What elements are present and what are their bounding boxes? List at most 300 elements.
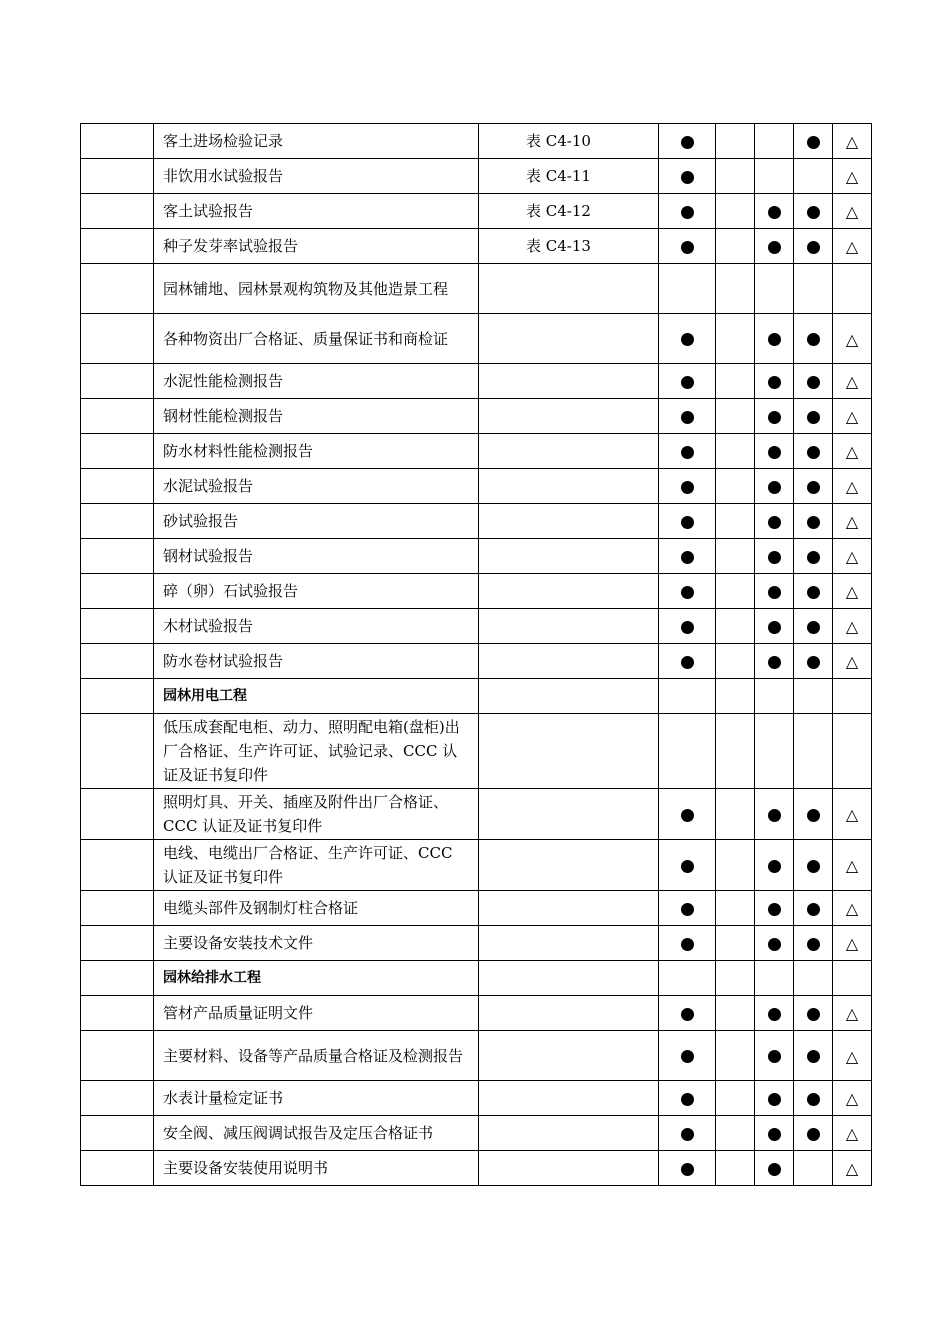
mark-cell-2: [716, 229, 755, 264]
filled-circle-icon: [807, 241, 820, 254]
filled-circle-icon: [768, 241, 781, 254]
filled-circle-icon: [807, 411, 820, 424]
filled-circle-icon: [768, 1128, 781, 1141]
form-code: [479, 1031, 659, 1081]
mark-cell-1: [659, 926, 716, 961]
mark-cell-2: [716, 1116, 755, 1151]
filled-circle-icon: [681, 1050, 694, 1063]
form-code: [479, 314, 659, 364]
filled-circle-icon: [681, 171, 694, 184]
mark-cell-2: [716, 504, 755, 539]
filled-circle-icon: [768, 1008, 781, 1021]
triangle-icon: △: [845, 132, 859, 151]
item-name: 照明灯具、开关、插座及附件出厂合格证、CCC 认证及证书复印件: [154, 789, 479, 840]
form-code: 表 C4-10: [479, 124, 659, 159]
mark-cell-1: [659, 229, 716, 264]
archive-checklist-table: [80, 123, 872, 1186]
mark-cell-3: [755, 840, 794, 891]
filled-circle-icon: [768, 411, 781, 424]
index-cell: [81, 996, 154, 1031]
filled-circle-icon: [681, 860, 694, 873]
mark-cell-1: [659, 1031, 716, 1081]
table-row: [81, 609, 872, 644]
mark-cell-1: [659, 891, 716, 926]
form-code: [479, 644, 659, 679]
filled-circle-icon: [768, 621, 781, 634]
filled-circle-icon: [807, 136, 820, 149]
form-code: [479, 714, 659, 789]
mark-cell-4: [794, 926, 833, 961]
mark-cell-5: [833, 1116, 872, 1151]
triangle-icon: △: [845, 805, 859, 824]
triangle-icon: △: [845, 1124, 859, 1143]
index-cell: [81, 124, 154, 159]
index-cell: [81, 714, 154, 789]
mark-cell-1: [659, 399, 716, 434]
mark-cell-1: [659, 159, 716, 194]
form-code: [479, 679, 659, 714]
mark-cell-3: [755, 124, 794, 159]
mark-cell-2: [716, 679, 755, 714]
item-name: 水表计量检定证书: [154, 1081, 479, 1116]
mark-cell-1: [659, 714, 716, 789]
table-row: [81, 229, 872, 264]
item-name: 电线、电缆出厂合格证、生产许可证、CCC 认证及证书复印件: [154, 840, 479, 891]
filled-circle-icon: [681, 376, 694, 389]
mark-cell-3: [755, 609, 794, 644]
mark-cell-5: [833, 229, 872, 264]
mark-cell-5: [833, 644, 872, 679]
mark-cell-3: [755, 194, 794, 229]
index-cell: [81, 469, 154, 504]
filled-circle-icon: [768, 516, 781, 529]
filled-circle-icon: [807, 516, 820, 529]
filled-circle-icon: [807, 586, 820, 599]
filled-circle-icon: [768, 656, 781, 669]
form-code: 表 C4-12: [479, 194, 659, 229]
mark-cell-1: [659, 504, 716, 539]
mark-cell-4: [794, 1031, 833, 1081]
filled-circle-icon: [807, 1008, 820, 1021]
mark-cell-4: [794, 679, 833, 714]
index-cell: [81, 789, 154, 840]
table-row: [81, 996, 872, 1031]
filled-circle-icon: [681, 903, 694, 916]
form-code: [479, 926, 659, 961]
item-name: 木材试验报告: [154, 609, 479, 644]
item-name: 电缆头部件及钢制灯柱合格证: [154, 891, 479, 926]
triangle-icon: △: [845, 547, 859, 566]
table-row: [81, 644, 872, 679]
item-name: 防水材料性能检测报告: [154, 434, 479, 469]
form-code: [479, 1081, 659, 1116]
table-body: [81, 124, 872, 1186]
form-code: [479, 789, 659, 840]
triangle-icon: △: [845, 617, 859, 636]
mark-cell-1: [659, 1081, 716, 1116]
mark-cell-3: [755, 1031, 794, 1081]
mark-cell-5: [833, 609, 872, 644]
mark-cell-1: [659, 264, 716, 314]
table-row: [81, 264, 872, 314]
mark-cell-2: [716, 926, 755, 961]
item-name: 水泥试验报告: [154, 469, 479, 504]
index-cell: [81, 159, 154, 194]
triangle-icon: △: [845, 407, 859, 426]
triangle-icon: △: [845, 652, 859, 671]
table-row: [81, 364, 872, 399]
mark-cell-5: [833, 469, 872, 504]
form-code: [479, 840, 659, 891]
filled-circle-icon: [768, 586, 781, 599]
mark-cell-1: [659, 574, 716, 609]
triangle-icon: △: [845, 329, 859, 349]
filled-circle-icon: [807, 1128, 820, 1141]
item-name: 园林铺地、园林景观构筑物及其他造景工程: [154, 264, 479, 314]
mark-cell-3: [755, 229, 794, 264]
triangle-icon: △: [845, 899, 859, 918]
table-row: [81, 1151, 872, 1186]
form-code: [479, 1151, 659, 1186]
mark-cell-5: [833, 926, 872, 961]
index-cell: [81, 194, 154, 229]
mark-cell-4: [794, 504, 833, 539]
mark-cell-4: [794, 264, 833, 314]
index-cell: [81, 926, 154, 961]
mark-cell-5: [833, 124, 872, 159]
section-title: 园林给排水工程: [154, 961, 479, 996]
form-code: [479, 891, 659, 926]
mark-cell-2: [716, 789, 755, 840]
index-cell: [81, 1151, 154, 1186]
filled-circle-icon: [681, 241, 694, 254]
table-row: [81, 574, 872, 609]
filled-circle-icon: [768, 938, 781, 951]
mark-cell-4: [794, 364, 833, 399]
mark-cell-2: [716, 124, 755, 159]
mark-cell-3: [755, 264, 794, 314]
mark-cell-5: [833, 891, 872, 926]
filled-circle-icon: [681, 1008, 694, 1021]
mark-cell-2: [716, 194, 755, 229]
mark-cell-1: [659, 1151, 716, 1186]
triangle-icon: △: [845, 1046, 859, 1066]
table-row: [81, 1081, 872, 1116]
index-cell: [81, 1116, 154, 1151]
form-code: [479, 504, 659, 539]
mark-cell-2: [716, 840, 755, 891]
mark-cell-5: [833, 314, 872, 364]
form-code: 表 C4-13: [479, 229, 659, 264]
triangle-icon: △: [845, 442, 859, 461]
mark-cell-4: [794, 159, 833, 194]
table-row: [81, 714, 872, 789]
mark-cell-5: [833, 961, 872, 996]
mark-cell-2: [716, 539, 755, 574]
mark-cell-2: [716, 1031, 755, 1081]
form-code: [479, 264, 659, 314]
mark-cell-2: [716, 264, 755, 314]
section-row: [81, 961, 872, 996]
mark-cell-2: [716, 314, 755, 364]
filled-circle-icon: [807, 621, 820, 634]
table-row: [81, 1116, 872, 1151]
filled-circle-icon: [807, 656, 820, 669]
mark-cell-5: [833, 504, 872, 539]
mark-cell-2: [716, 159, 755, 194]
filled-circle-icon: [681, 1093, 694, 1106]
mark-cell-5: [833, 364, 872, 399]
filled-circle-icon: [681, 206, 694, 219]
form-code: [479, 469, 659, 504]
mark-cell-3: [755, 996, 794, 1031]
item-name: 非饮用水试验报告: [154, 159, 479, 194]
mark-cell-4: [794, 1116, 833, 1151]
item-name: 客土进场检验记录: [154, 124, 479, 159]
mark-cell-3: [755, 314, 794, 364]
filled-circle-icon: [768, 1050, 781, 1063]
item-name: 钢材性能检测报告: [154, 399, 479, 434]
index-cell: [81, 840, 154, 891]
mark-cell-2: [716, 399, 755, 434]
filled-circle-icon: [681, 656, 694, 669]
mark-cell-1: [659, 679, 716, 714]
mark-cell-2: [716, 996, 755, 1031]
mark-cell-1: [659, 314, 716, 364]
mark-cell-3: [755, 1151, 794, 1186]
filled-circle-icon: [807, 206, 820, 219]
mark-cell-4: [794, 789, 833, 840]
mark-cell-4: [794, 194, 833, 229]
form-code: [479, 609, 659, 644]
form-code: [479, 399, 659, 434]
table-row: [81, 194, 872, 229]
index-cell: [81, 679, 154, 714]
form-code: [479, 961, 659, 996]
mark-cell-5: [833, 399, 872, 434]
mark-cell-5: [833, 539, 872, 574]
mark-cell-2: [716, 574, 755, 609]
filled-circle-icon: [681, 586, 694, 599]
mark-cell-4: [794, 469, 833, 504]
mark-cell-4: [794, 229, 833, 264]
mark-cell-2: [716, 609, 755, 644]
index-cell: [81, 504, 154, 539]
filled-circle-icon: [768, 376, 781, 389]
mark-cell-3: [755, 1081, 794, 1116]
mark-cell-4: [794, 434, 833, 469]
mark-cell-1: [659, 194, 716, 229]
item-name: 防水卷材试验报告: [154, 644, 479, 679]
filled-circle-icon: [807, 809, 820, 822]
filled-circle-icon: [681, 446, 694, 459]
triangle-icon: △: [845, 167, 859, 186]
mark-cell-2: [716, 1081, 755, 1116]
mark-cell-2: [716, 364, 755, 399]
mark-cell-3: [755, 891, 794, 926]
section-title: 园林用电工程: [154, 679, 479, 714]
mark-cell-2: [716, 434, 755, 469]
filled-circle-icon: [768, 206, 781, 219]
mark-cell-4: [794, 399, 833, 434]
mark-cell-3: [755, 574, 794, 609]
mark-cell-1: [659, 539, 716, 574]
filled-circle-icon: [681, 333, 694, 346]
mark-cell-3: [755, 364, 794, 399]
mark-cell-3: [755, 469, 794, 504]
item-name: 钢材试验报告: [154, 539, 479, 574]
mark-cell-4: [794, 891, 833, 926]
index-cell: [81, 609, 154, 644]
mark-cell-4: [794, 124, 833, 159]
filled-circle-icon: [807, 1093, 820, 1106]
mark-cell-2: [716, 1151, 755, 1186]
mark-cell-3: [755, 789, 794, 840]
filled-circle-icon: [681, 938, 694, 951]
mark-cell-3: [755, 926, 794, 961]
mark-cell-1: [659, 434, 716, 469]
mark-cell-5: [833, 679, 872, 714]
mark-cell-3: [755, 679, 794, 714]
mark-cell-4: [794, 644, 833, 679]
mark-cell-1: [659, 961, 716, 996]
mark-cell-5: [833, 434, 872, 469]
table-row: [81, 891, 872, 926]
table-row: [81, 840, 872, 891]
mark-cell-4: [794, 1081, 833, 1116]
mark-cell-1: [659, 364, 716, 399]
mark-cell-2: [716, 714, 755, 789]
mark-cell-4: [794, 996, 833, 1031]
mark-cell-4: [794, 714, 833, 789]
mark-cell-1: [659, 644, 716, 679]
mark-cell-4: [794, 1151, 833, 1186]
item-name: 主要设备安装技术文件: [154, 926, 479, 961]
mark-cell-4: [794, 609, 833, 644]
index-cell: [81, 1081, 154, 1116]
index-cell: [81, 364, 154, 399]
triangle-icon: △: [845, 934, 859, 953]
mark-cell-1: [659, 469, 716, 504]
filled-circle-icon: [807, 333, 820, 346]
filled-circle-icon: [768, 481, 781, 494]
index-cell: [81, 644, 154, 679]
filled-circle-icon: [681, 1128, 694, 1141]
mark-cell-5: [833, 789, 872, 840]
mark-cell-5: [833, 264, 872, 314]
form-code: 表 C4-11: [479, 159, 659, 194]
mark-cell-5: [833, 574, 872, 609]
mark-cell-5: [833, 840, 872, 891]
mark-cell-1: [659, 840, 716, 891]
filled-circle-icon: [768, 333, 781, 346]
filled-circle-icon: [768, 1163, 781, 1176]
item-name: 碎（卵）石试验报告: [154, 574, 479, 609]
filled-circle-icon: [768, 446, 781, 459]
triangle-icon: △: [845, 1089, 859, 1108]
mark-cell-4: [794, 840, 833, 891]
mark-cell-1: [659, 1116, 716, 1151]
filled-circle-icon: [681, 411, 694, 424]
table-row: [81, 124, 872, 159]
filled-circle-icon: [807, 481, 820, 494]
index-cell: [81, 434, 154, 469]
filled-circle-icon: [681, 1163, 694, 1176]
mark-cell-3: [755, 504, 794, 539]
mark-cell-5: [833, 159, 872, 194]
triangle-icon: △: [845, 512, 859, 531]
mark-cell-2: [716, 469, 755, 504]
filled-circle-icon: [768, 1093, 781, 1106]
table-row: [81, 926, 872, 961]
index-cell: [81, 399, 154, 434]
triangle-icon: △: [845, 477, 859, 496]
item-name: 各种物资出厂合格证、质量保证书和商检证: [154, 314, 479, 364]
form-code: [479, 1116, 659, 1151]
filled-circle-icon: [681, 136, 694, 149]
filled-circle-icon: [807, 551, 820, 564]
mark-cell-3: [755, 159, 794, 194]
mark-cell-3: [755, 539, 794, 574]
mark-cell-4: [794, 574, 833, 609]
index-cell: [81, 961, 154, 996]
filled-circle-icon: [768, 551, 781, 564]
filled-circle-icon: [768, 860, 781, 873]
mark-cell-5: [833, 996, 872, 1031]
mark-cell-3: [755, 1116, 794, 1151]
item-name: 主要材料、设备等产品质量合格证及检测报告: [154, 1031, 479, 1081]
mark-cell-1: [659, 609, 716, 644]
item-name: 砂试验报告: [154, 504, 479, 539]
section-row: [81, 679, 872, 714]
mark-cell-4: [794, 314, 833, 364]
mark-cell-3: [755, 644, 794, 679]
item-name: 安全阀、减压阀调试报告及定压合格证书: [154, 1116, 479, 1151]
table-row: [81, 1031, 872, 1081]
filled-circle-icon: [807, 860, 820, 873]
mark-cell-5: [833, 1031, 872, 1081]
index-cell: [81, 539, 154, 574]
mark-cell-3: [755, 399, 794, 434]
triangle-icon: △: [845, 1004, 859, 1023]
table-row: [81, 434, 872, 469]
mark-cell-2: [716, 961, 755, 996]
triangle-icon: △: [845, 1159, 859, 1178]
item-name: 水泥性能检测报告: [154, 364, 479, 399]
form-code: [479, 574, 659, 609]
mark-cell-3: [755, 714, 794, 789]
item-name: 低压成套配电柜、动力、照明配电箱(盘柜)出厂合格证、生产许可证、试验记录、CCC 认证及证书复印件: [154, 714, 479, 789]
form-code: [479, 539, 659, 574]
filled-circle-icon: [768, 809, 781, 822]
mark-cell-2: [716, 891, 755, 926]
mark-cell-2: [716, 644, 755, 679]
table-row: [81, 399, 872, 434]
filled-circle-icon: [768, 903, 781, 916]
filled-circle-icon: [681, 809, 694, 822]
table-row: [81, 314, 872, 364]
mark-cell-3: [755, 434, 794, 469]
mark-cell-1: [659, 124, 716, 159]
mark-cell-4: [794, 539, 833, 574]
triangle-icon: △: [845, 582, 859, 601]
index-cell: [81, 891, 154, 926]
table-row: [81, 504, 872, 539]
filled-circle-icon: [681, 516, 694, 529]
filled-circle-icon: [807, 376, 820, 389]
form-code: [479, 434, 659, 469]
mark-cell-1: [659, 789, 716, 840]
